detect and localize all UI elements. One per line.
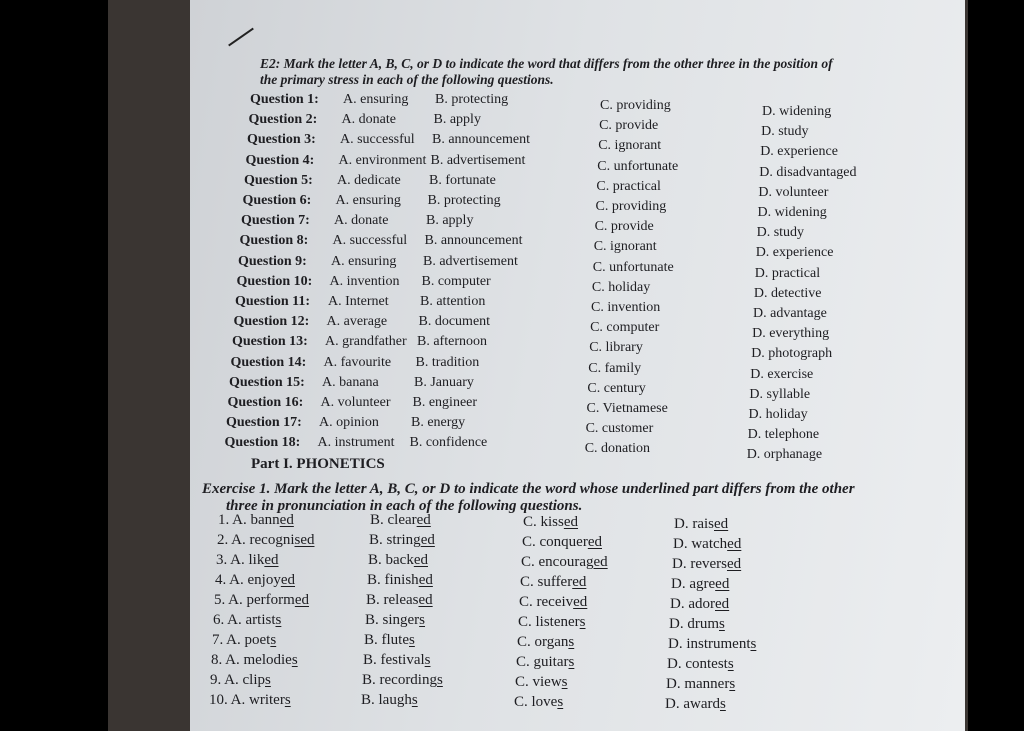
option-d-text: D. drum	[669, 616, 719, 632]
e2-title-line1: E2: Mark the letter A, B, C, or D to indicate the word that differs from the other three in the position of	[260, 56, 833, 71]
underlined-part: ed	[572, 574, 587, 590]
question-option-a: A. instrument	[317, 435, 395, 451]
underlined-part: ed	[416, 512, 431, 528]
option-c	[515, 674, 568, 691]
option-d-text: D. agre	[671, 576, 716, 592]
question-option-d: D. orphanage	[746, 447, 823, 463]
underlined-part: ed	[418, 592, 433, 608]
underlined-part: s	[284, 692, 291, 708]
underlined-part: ed	[264, 552, 279, 568]
underlined-part: s	[275, 612, 282, 628]
pronunciation-row	[214, 592, 914, 612]
pronunciation-row	[212, 632, 912, 652]
option-b	[368, 552, 428, 569]
question-option-c: C. Vietnamese	[586, 401, 668, 416]
question-row	[242, 193, 903, 220]
option-c-text: C. love	[514, 694, 558, 710]
option-a-text: 10. A. writer	[209, 692, 285, 708]
underlined-part: sed	[294, 532, 315, 548]
question-option-c: C. family	[588, 360, 642, 376]
option-b-text: B. recording	[362, 672, 437, 688]
question-option-b: B. computer	[421, 273, 491, 289]
option-b	[370, 512, 431, 529]
option-a-text: 9. A. clip	[210, 672, 265, 688]
option-c	[518, 614, 586, 631]
question-row	[250, 92, 910, 119]
question-label: Question 18:	[224, 435, 301, 451]
question-label: Question 6:	[242, 193, 312, 208]
option-a-text: 6. A. artist	[213, 612, 276, 628]
question-option-b: B. advertisement	[423, 253, 518, 269]
question-row	[235, 294, 895, 321]
option-c	[517, 634, 574, 651]
option-d	[666, 676, 735, 693]
question-option-a: A. invention	[329, 273, 400, 289]
option-d	[673, 536, 741, 553]
question-option-b: B. attention	[420, 294, 486, 309]
question-option-b: B. engineer	[412, 395, 478, 410]
question-option-c: C. unfortunate	[597, 158, 679, 174]
question-option-b: B. protecting	[427, 193, 501, 208]
option-c-text: C. view	[515, 674, 562, 690]
pronunciation-row	[211, 652, 911, 672]
question-option-a: A. volunteer	[320, 395, 391, 410]
underlined-part: ed	[727, 536, 742, 552]
option-d	[667, 656, 734, 673]
question-option-a: A. average	[326, 314, 388, 330]
option-d	[674, 516, 728, 533]
question-option-c: C. ignorant	[593, 239, 657, 255]
question-option-d: D. telephone	[747, 427, 820, 443]
question-option-b: B. confidence	[409, 435, 488, 451]
underlined-part: ed	[418, 572, 433, 588]
question-label: Question 10:	[236, 273, 313, 289]
underlined-part: ed	[280, 572, 296, 588]
pen-mark	[228, 28, 254, 47]
underlined-part: ed	[279, 512, 294, 528]
question-option-b: B. advertisement	[430, 152, 526, 168]
question-option-c: C. ignorant	[598, 138, 662, 154]
option-a	[216, 552, 279, 569]
question-label: Question 8:	[239, 233, 309, 249]
option-d	[672, 556, 741, 573]
option-b-text: B. string	[369, 532, 421, 548]
question-option-a: A. successful	[332, 233, 408, 249]
option-c	[521, 554, 608, 571]
option-d-text: D. contest	[667, 656, 728, 672]
option-d-text: D. ador	[670, 596, 715, 612]
option-b-text: B. back	[368, 552, 414, 568]
option-c-text: C. kiss	[523, 514, 564, 530]
option-a-text: 1. A. bann	[218, 512, 280, 528]
question-label: Question 3:	[247, 132, 316, 148]
question-option-c: C. practical	[596, 178, 661, 194]
question-option-a: A. favourite	[323, 354, 392, 370]
underlined-part: ed	[573, 594, 588, 610]
option-b	[366, 592, 433, 609]
underlined-part: ed	[413, 552, 428, 568]
question-option-a: A. banana	[322, 374, 379, 390]
underlined-part: ed	[715, 596, 730, 612]
option-d	[668, 636, 756, 653]
question-option-b: B. fortunate	[429, 172, 496, 188]
underlined-part: ed	[587, 534, 602, 550]
question-option-a: A. successful	[340, 132, 415, 148]
pronunciation-row	[209, 692, 909, 712]
option-a-text: 5. A. perform	[214, 592, 295, 608]
pronunciation-row	[213, 612, 913, 632]
pronunciation-row	[218, 512, 918, 532]
option-d-text: D. revers	[672, 556, 727, 572]
worksheet-page	[190, 0, 965, 731]
question-option-b: B. apply	[433, 112, 481, 128]
option-d-text: D. instrument	[668, 636, 751, 652]
underlined-part: ed	[420, 532, 435, 548]
question-label: Question 12:	[233, 314, 310, 330]
question-option-c: C. century	[587, 380, 646, 396]
question-option-b: B. apply	[426, 213, 474, 229]
question-option-d: D. photograph	[751, 346, 833, 362]
option-b-text: B. festival	[363, 652, 425, 668]
question-option-d: D. everything	[752, 326, 830, 342]
question-option-d: D. widening	[762, 104, 832, 119]
question-option-a: A. Internet	[328, 294, 389, 309]
question-option-c: C. computer	[590, 320, 660, 336]
option-a-text: 2. A. recogni	[217, 532, 295, 548]
question-option-a: A. ensuring	[331, 253, 397, 269]
option-c-text: C. suffer	[520, 574, 573, 590]
underlined-part: ed	[294, 592, 309, 608]
underlined-part: ed	[714, 516, 729, 532]
question-option-a: A. donate	[334, 213, 389, 229]
question-option-a: A. opinion	[319, 415, 379, 431]
question-option-d: D. study	[761, 124, 809, 140]
underlined-part: s	[270, 632, 277, 648]
option-b	[364, 632, 415, 649]
question-option-d: D. volunteer	[758, 184, 829, 200]
option-d-text: D. manner	[666, 676, 730, 692]
option-a	[215, 572, 295, 589]
exercise1-title-line1: Exercise 1. Mark the letter A, B, C, or D to indicate the word whose underlined part differs from the other	[202, 481, 855, 497]
question-label: Question 16:	[227, 395, 304, 410]
question-option-d: D. detective	[753, 285, 822, 301]
option-b	[369, 532, 435, 549]
underlined-part: s	[557, 694, 564, 710]
question-option-b: B. energy	[411, 415, 466, 431]
question-option-d: D. disadvantaged	[759, 164, 857, 180]
exercise1-title-line2: three in pronunciation in each of the following questions.	[226, 498, 583, 514]
option-b-text: B. clear	[370, 512, 417, 528]
question-label: Question 2:	[248, 112, 318, 128]
option-d-text: D. watch	[673, 536, 728, 552]
question-option-a: A. dedicate	[337, 172, 401, 188]
underlined-part: s	[411, 692, 418, 708]
question-option-a: A. environment	[338, 152, 427, 168]
question-label: Question 7:	[241, 213, 310, 229]
pronunciation-row	[216, 552, 916, 572]
question-label: Question 15:	[229, 374, 305, 390]
question-label: Question 9:	[238, 253, 307, 269]
option-d-text: D. rais	[674, 516, 714, 532]
option-d	[671, 576, 729, 593]
option-b	[367, 572, 433, 589]
question-option-d: D. holiday	[748, 407, 808, 422]
question-option-c: C. provide	[594, 219, 654, 235]
pronunciation-row	[215, 572, 915, 592]
option-b-text: B. singer	[365, 612, 420, 628]
question-option-b: B. announcement	[424, 233, 523, 249]
option-a-text: 4. A. enjoy	[215, 572, 281, 588]
underlined-part: s	[727, 656, 734, 672]
question-option-c: C. customer	[585, 421, 654, 437]
underlined-part: ed	[563, 514, 579, 530]
option-b-text: B. flute	[364, 632, 409, 648]
option-b-text: B. finish	[367, 572, 419, 588]
pronunciation-row	[210, 672, 910, 692]
question-option-a: A. grandfather	[325, 334, 407, 350]
question-option-d: D. experience	[760, 144, 838, 160]
question-option-c: C. invention	[591, 300, 661, 315]
underlined-part: s	[419, 612, 426, 628]
exercise1-instructions	[202, 481, 942, 515]
option-a-text: 3. A. lik	[216, 552, 265, 568]
pronunciation-row	[217, 532, 917, 552]
option-a	[211, 652, 298, 669]
question-option-c: C. provide	[599, 118, 659, 134]
underlined-part: s	[265, 672, 271, 688]
part-heading: Part I. PHONETICS	[251, 456, 385, 472]
question-option-c: C. providing	[600, 98, 671, 113]
question-option-c: C. holiday	[591, 279, 651, 295]
question-option-d: D. syllable	[749, 386, 811, 402]
option-c	[519, 594, 587, 611]
question-option-b: B. document	[418, 314, 491, 330]
option-b-text: B. releas	[366, 592, 419, 608]
question-option-d: D. study	[756, 225, 805, 241]
option-c-text: C. organ	[517, 634, 569, 650]
underlined-part: s	[729, 676, 736, 692]
option-d	[669, 616, 725, 633]
question-option-d: D. advantage	[753, 306, 827, 321]
option-a	[213, 612, 281, 629]
underlined-part: s	[561, 674, 568, 690]
option-a	[218, 512, 294, 529]
question-label: Question 5:	[244, 172, 313, 188]
underlined-part: s	[424, 652, 431, 668]
option-c	[514, 694, 563, 711]
question-option-a: A. ensuring	[343, 92, 409, 107]
underlined-part: s	[750, 636, 757, 652]
question-option-b: B. protecting	[435, 92, 509, 107]
question-option-b: B. afternoon	[417, 334, 487, 350]
question-option-d: D. widening	[757, 205, 827, 220]
question-option-b: B. January	[414, 374, 474, 390]
question-label: Question 14:	[230, 354, 307, 370]
option-b	[362, 672, 443, 689]
e2-title-line2: the primary stress in each of the following questions.	[260, 72, 554, 87]
underlined-part: ed	[715, 576, 730, 592]
underlined-part: s	[568, 654, 575, 670]
question-option-b: B. tradition	[415, 354, 480, 370]
option-b-text: B. laugh	[361, 692, 412, 708]
option-a	[210, 672, 271, 689]
question-option-d: D. experience	[755, 245, 834, 261]
option-c-text: C. guitar	[516, 654, 569, 670]
underlined-part: ed	[726, 556, 742, 572]
option-c-text: C. listener	[518, 614, 580, 630]
e2-instructions	[260, 56, 920, 88]
underlined-part: s	[568, 634, 575, 650]
option-b	[363, 652, 431, 669]
option-c	[523, 514, 578, 531]
option-c-text: C. encourag	[521, 554, 594, 570]
question-option-d: D. practical	[754, 265, 821, 281]
question-row	[227, 395, 888, 422]
question-option-a: A. donate	[341, 112, 396, 128]
option-d	[670, 596, 729, 613]
question-label: Question 4:	[245, 152, 315, 168]
option-a-text: 8. A. melodie	[211, 652, 292, 668]
underlined-part: s	[409, 632, 415, 648]
option-c-text: C. conquer	[522, 534, 588, 550]
underlined-part: s	[719, 616, 725, 632]
question-option-b: B. announcement	[432, 132, 530, 148]
underlined-part: s	[291, 652, 298, 668]
question-label: Question 13:	[232, 334, 308, 350]
option-c	[516, 654, 574, 671]
question-label: Question 11:	[235, 294, 311, 309]
question-option-c: C. providing	[595, 199, 667, 214]
option-b	[361, 692, 418, 709]
option-a	[214, 592, 309, 609]
question-option-c: C. donation	[584, 441, 651, 457]
question-label: Question 1:	[250, 92, 319, 107]
question-row	[224, 435, 885, 463]
option-a-text: 7. A. poet	[212, 632, 271, 648]
option-d	[665, 696, 726, 713]
option-c	[520, 574, 586, 591]
option-a	[217, 532, 314, 549]
question-option-a: A. ensuring	[335, 193, 401, 208]
option-d-text: D. award	[665, 696, 720, 712]
question-option-c: C. library	[589, 340, 643, 356]
question-label: Question 17:	[226, 415, 302, 431]
question-option-d: D. exercise	[750, 366, 814, 382]
option-a	[212, 632, 276, 649]
underlined-part: s	[436, 672, 443, 688]
question-option-c: C. unfortunate	[592, 259, 674, 275]
underlined-part: s	[579, 614, 586, 630]
underlined-part: s	[719, 696, 726, 712]
option-c-text: C. receiv	[519, 594, 574, 610]
option-c	[522, 534, 602, 551]
option-a	[209, 692, 291, 709]
underlined-part: ed	[593, 554, 608, 570]
option-b	[365, 612, 425, 629]
